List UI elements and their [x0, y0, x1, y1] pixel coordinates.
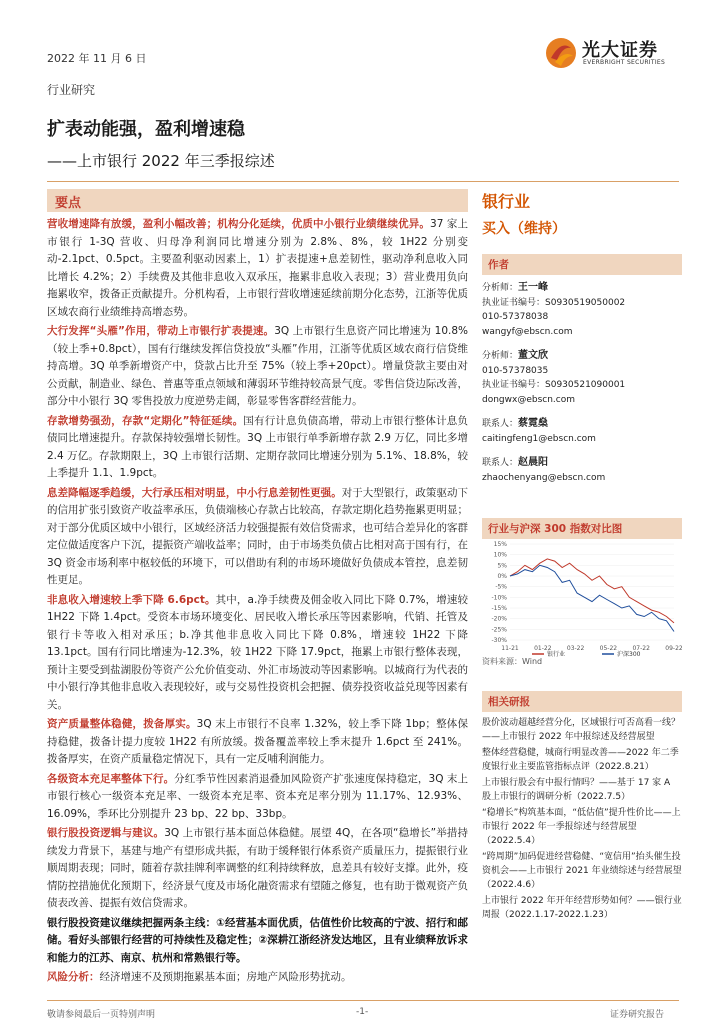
- summary-paragraph: 营收增速降有放缓，盈利小幅改善；机构分化延续，优质中小银行业绩继续优异。37 家上市银行 1-3Q 营收、归母净利润同比增速分别为 2.8%、8%，较 1H22 分别变动-2.1pct、0.5pct。主要盈利驱动因素上，1）扩表提速+息差韧性，驱动净利息收入同比增长 4.2%；2）手续费及其他非息收入双承压，拖累非息收入表现；3）营业费用负向拖累收窄，拨备正贡献提升。分机构看，上市银行营收增速延续前期分化态势，江浙等优质区域农商行业绩维持高增态势。: [47, 218, 469, 318]
- footer-divider: [47, 1000, 679, 1001]
- related-report-link[interactable]: “跨周期”加码促进经营稳健、“宽信用”抬头催生投资机会——上市银行 2021 年业绩综述与经营展望（2022.4.6）: [482, 852, 682, 890]
- y-tick-label: 15%: [493, 541, 507, 548]
- sidebar: [482, 189, 682, 485]
- summary-paragraph: 存款增势强劲，存款“定期化”特征延续。国有行计息负债高增，带动上市银行整体计息负债同比增速提升。存款保持较强增长韧性。3Q 上市银行单季新增存款 2.9 万亿，同比多增 2.4 万亿。存款期限上，3Q 上市银行活期、定期存款同比增速分别为 5.1%、18.8%，较上季提升 1.1、1.9pct。: [47, 414, 468, 479]
- legend-label: 沪深300: [617, 651, 641, 658]
- contact-block: 联系人：赵晨阳 zhaochenyang@ebscn.com: [482, 456, 682, 485]
- contact-name: 蔡霓燊: [518, 418, 549, 429]
- summary-paragraph: 大行发挥“头雁”作用，带动上市银行扩表提速。3Q 上市银行生息资产同比增速为 10.8%（较上季+0.8pct），国有行继续发挥信贷投放“头雁”作用，江浙等优质区域农商行信贷维持高增。3Q 单季新增资产中，贷款占比升至 75%（较上季+20pct）。增量贷款主要由对公贡献，制造业、绿色、普惠等重点领域和薄弱环节维持较高景气度。零售信贷边际改善，部分中小银行 3Q 零售投放力度逆势走阔，彰显零售客群经营能力。: [47, 325, 468, 407]
- rating: 买入（维持）: [482, 221, 566, 237]
- summary-paragraph: 资产质量整体稳健，拨备厚实。3Q 末上市银行不良率 1.32%，较上季下降 1bp；整体保持稳健，拨备计提力度较 1H22 有所放缓。拨备覆盖率较上季末提升 1.6pct 至 241%。拨备厚实，在资产质量稳定情况下，具有一定反哺利润能力。: [47, 718, 468, 765]
- summary-paragraph: 银行股投资建议继续把握两条主线：①经营基本面优质，估值性价比较高的宁波、招行和邮储。看好头部银行经营的可持续性及稳定性；②深耕江浙经济发达地区，且有业绩释放诉求和能力的江苏、南京、杭州和常熟银行等。: [47, 916, 468, 964]
- brand-en: EVERBRIGHT SECURITIES: [583, 59, 666, 66]
- related-report-link[interactable]: 上市银行股会有中报行情吗？——基于 17 家 A 股上市银行的调研分析（2022.7.5）: [482, 778, 671, 802]
- y-tick-label: -5%: [495, 583, 507, 591]
- x-tick-label: 07-22: [632, 645, 650, 652]
- footer-label: 证券研究报告: [610, 1010, 665, 1020]
- related-reports: [482, 691, 682, 924]
- y-tick-label: -15%: [491, 605, 507, 612]
- summary-paragraph: 息差降幅逐季趋缓，大行承压相对明显，中小行息差韧性更强。对于大型银行，政策驱动下的信用扩张引致资产收益率承压，负债端核心存款占比较高，存款定期化趋势拖累更明显；对于部分优质区域中小银行，区域经济活力较强提振有效信贷需求，也可结合差异化的客群定位做适度客户下沉，提振资产端收益率；同时，由于市场类负债占比相对高于国有行，在 3Q 资金市场利率中枢较低的环境下，可以借助有利的市场环境做好负债成本管控，息差韧性更足。: [47, 486, 469, 586]
- analyst-block: 分析师：王一峰 执业证书编号：S0930519050002 010-57378038 wangyf@ebscn.com: [482, 281, 682, 339]
- analyst-email[interactable]: wangyf@ebscn.com: [482, 326, 573, 337]
- y-tick-label: 5%: [497, 562, 507, 570]
- y-tick-label: 0%: [497, 573, 507, 580]
- authors-header: 作者: [482, 254, 682, 275]
- analyst-block: 分析师：董文欣 010-57378035 执业证书编号：S0930521090001 dongwx@ebscn.com: [482, 349, 682, 407]
- related-report-link[interactable]: 上市银行 2022 年开年经营形势如何？——银行业周报（2022.1.17-2022.1.23）: [482, 896, 682, 920]
- x-tick-label: 11-21: [501, 645, 519, 652]
- report-date: 2022 年 11 月 6 日: [47, 52, 147, 65]
- analyst-email[interactable]: dongwx@ebscn.com: [482, 394, 575, 405]
- summary-paragraph: 银行股投资逻辑与建议。3Q 上市银行基本面总体稳健。展望 4Q，在各项“稳增长”举措持续发力背景下，基建与地产有望形成共振，有助于缓释银行体系资产质量压力，提振银行业顺周期表现；同时，随着存款挂牌利率调整的红利持续释放，息差具有较好支撑。此外，疫情防控措施优化预期下，经济景气度及市场化融资需求有望随之修复，也有助于微观资产负债表改善、提振有效信贷需求。: [47, 827, 469, 909]
- x-tick-label: 09-22: [665, 645, 682, 652]
- contact-block: 联系人：蔡霓燊 caitingfeng1@ebscn.com: [482, 417, 682, 446]
- analyst-name: 董文欣: [518, 350, 549, 361]
- related-report-link[interactable]: “稳增长”构筑基本面，“低估值”提升性价比——上市银行 2022 年一季报综述与经营展望（2022.5.4）: [482, 808, 681, 846]
- everbright-logo-icon: [545, 36, 577, 70]
- contact-name: 赵晨阳: [518, 457, 549, 468]
- x-tick-label: 03-22: [566, 645, 585, 652]
- footer-disclaimer[interactable]: 敬请参阅最后一页特别声明: [47, 1010, 156, 1020]
- x-tick-label: 01-22: [534, 645, 552, 652]
- y-tick-label: -10%: [491, 594, 507, 602]
- chart-source: 资料来源：Wind: [482, 657, 543, 666]
- summary-paragraph: 风险分析：经济增速不及预期拖累基本面；房地产风险形势扰动。: [47, 971, 352, 983]
- related-header: 相关研报: [482, 691, 682, 712]
- summary-paragraph: 非息收入增速较上季下降 6.6pct。其中，a.净手续费及佣金收入同比下降 0.7%，增速较 1H22 下降 1.4pct。受资本市场环境变化、居民收入增长承压等因素影响，代销、托管及银行卡等收入相对承压；b.净其他非息收入同比下降 0.8%，增速较 1H22 下降 13.1pct。国有行同比增速为-12.3%，较 1H22 下降 17.9pct，拖累上市银行整体表现，预计主要受到盐湖股份等资产公允价值变动、外汇市场波动等因素影响。以城商行为代表的中小银行净其他非息收入表现较好，或与交易性投资机会把握、债券投资收益兑现等因素有关。: [47, 593, 468, 711]
- legend-label: 银行业: [547, 651, 566, 658]
- report-category: 行业研究: [47, 83, 96, 97]
- comparison-chart: [482, 540, 682, 662]
- report-subtitle: ——上市银行 2022 年三季报综述: [47, 152, 275, 170]
- header-divider: [47, 181, 679, 182]
- chart-svg: [482, 540, 682, 658]
- page-number: -1-: [356, 1007, 369, 1017]
- y-tick-label: -25%: [491, 626, 507, 634]
- summary-label: 要点: [55, 196, 82, 211]
- y-tick-label: -30%: [491, 637, 507, 644]
- brand-logo: [545, 34, 685, 74]
- report-title: 扩表动能强，盈利增速稳: [47, 119, 245, 140]
- summary-header: [47, 189, 468, 212]
- x-tick-label: 05-22: [599, 645, 618, 652]
- analyst-name: 王一峰: [518, 282, 549, 293]
- related-report-link[interactable]: 整体经营稳健，城商行明显改善——2022 年二季度银行业主要监管指标点评（2022.8.21）: [482, 748, 679, 772]
- brand-name: 光大证券: [582, 40, 658, 61]
- contact-email[interactable]: caitingfeng1@ebscn.com: [482, 433, 596, 444]
- chart-header: 行业与沪深 300 指数对比图: [482, 518, 682, 539]
- summary-paragraph: 各级资本充足率整体下行。分红季节性因素消退叠加风险资产扩张速度保持稳定，3Q 末上市银行核心一级资本充足率、一级资本充足率、资本充足率分别为 11.17%、12.93%、16.09%，季环比分别提升 23 bp、22 bp、33bp。: [47, 772, 468, 820]
- y-tick-label: 10%: [493, 551, 507, 559]
- y-tick-label: -20%: [491, 615, 507, 623]
- related-report-link[interactable]: 股价波动超越经营分化，区域银行可否高看一线？——上市银行 2022 年中报综述及经营展望: [482, 718, 681, 742]
- contact-email[interactable]: zhaochenyang@ebscn.com: [482, 472, 606, 483]
- series-line-1: [510, 565, 674, 631]
- summary-body: [47, 216, 468, 989]
- industry-name: 银行业: [482, 192, 531, 211]
